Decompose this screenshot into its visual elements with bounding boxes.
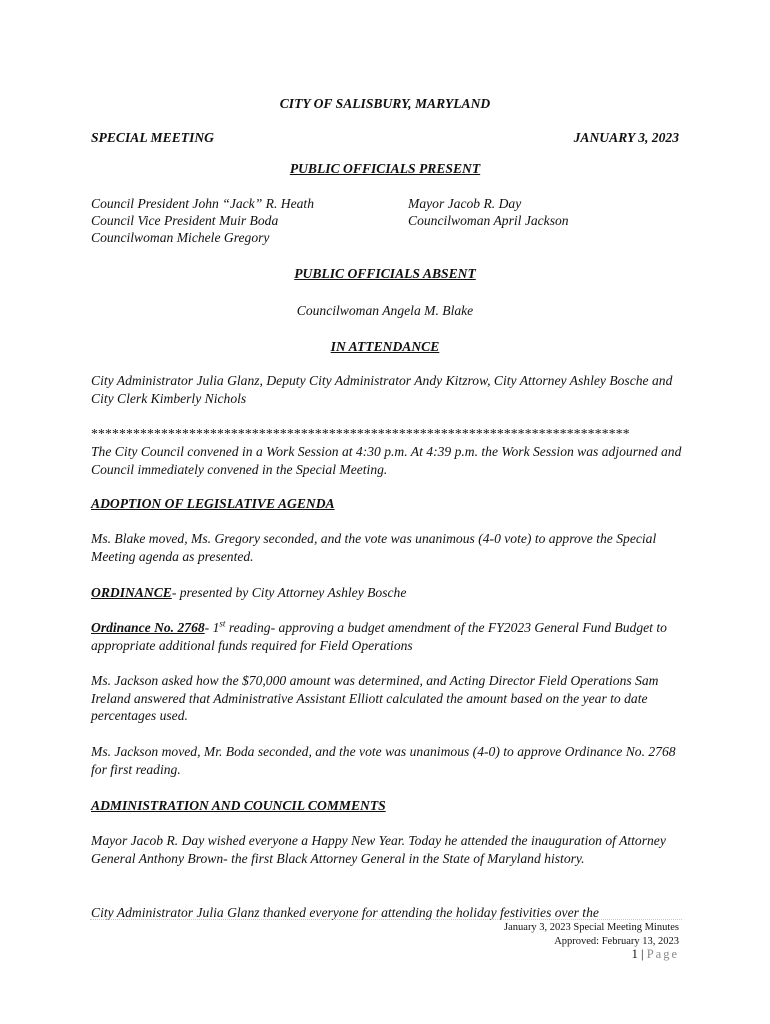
absent-heading: PUBLIC OFFICIALS ABSENT	[294, 266, 476, 281]
meeting-type: SPECIAL MEETING	[91, 130, 215, 145]
ordinance-presenter: - presented by City Attorney Ashley Bosche	[171, 585, 407, 600]
ordinance-description: reading- approving a budget amendment of the FY2023 General Fund Budget to appropriate additional funds required for Field Operations	[91, 620, 667, 653]
administrator-comment: City Administrator Julia Glanz thanked everyone for attending the holiday festivities over the	[91, 905, 599, 920]
agenda-text: Ms. Blake moved, Ms. Gregory seconded, and the vote was unanimous (4-0 vote) to approve the Special Meeting agenda as presented.	[91, 531, 657, 564]
attendance-text: City Administrator Julia Glanz, Deputy City Administrator Andy Kitzrow, City Attorney Ashley Bosche and City Clerk Kimberly Nichols	[91, 373, 673, 406]
ordinance-ordinal: st	[219, 618, 226, 629]
footer-minutes-title: January 3, 2023 Special Meeting Minutes	[504, 922, 679, 933]
ordinance-section-heading	[91, 584, 406, 602]
present-heading: PUBLIC OFFICIALS PRESENT	[289, 161, 481, 176]
page-number-value: 1	[631, 947, 638, 961]
separator: *****************************************************************************	[91, 426, 630, 441]
ordinance-heading: ORDINANCE	[91, 585, 172, 600]
footer-divider	[90, 919, 682, 920]
present-official: Council Vice President Muir Boda	[91, 213, 279, 228]
page-number	[632, 947, 679, 962]
present-official: Councilwoman April Jackson	[408, 213, 569, 228]
absent-official: Councilwoman Angela M. Blake	[296, 303, 474, 318]
footer-approved-date: Approved: February 13, 2023	[554, 936, 679, 947]
ordinance-discussion: Ms. Jackson asked how the $70,000 amount was determined, and Acting Director Field Operations Sam Ireland answered that Administrative Assistant Elliott calculated the amount based on the year to date percentages used.	[91, 673, 659, 723]
present-official: Councilwoman Michele Gregory	[91, 230, 270, 245]
ordinance-item	[91, 619, 683, 654]
agenda-heading: ADOPTION OF LEGISLATIVE AGENDA	[91, 496, 335, 511]
present-official: Mayor Jacob R. Day	[408, 196, 522, 211]
ordinance-number: Ordinance No. 2768	[91, 620, 205, 635]
city-title: CITY OF SALISBURY, MARYLAND	[279, 96, 491, 111]
meeting-date: JANUARY 3, 2023	[573, 130, 679, 145]
ordinance-reading-dash: - 1	[204, 620, 220, 635]
present-official: Council President John “Jack” R. Heath	[91, 196, 314, 211]
page-number-separator: |	[637, 947, 647, 961]
ordinance-vote: Ms. Jackson moved, Mr. Boda seconded, and the vote was unanimous (4-0) to approve Ordinance No. 2768 for first reading.	[91, 744, 676, 777]
page-label: Page	[646, 947, 679, 961]
convened-text: The City Council convened in a Work Session at 4:30 p.m. At 4:39 p.m. the Work Session was adjourned and Council immediately convened in the Special Meeting.	[91, 444, 682, 477]
comments-heading: ADMINISTRATION AND COUNCIL COMMENTS	[91, 798, 386, 813]
attendance-heading: IN ATTENDANCE	[330, 339, 440, 354]
mayor-comment: Mayor Jacob R. Day wished everyone a Happy New Year. Today he attended the inauguration of Attorney General Anthony Brown- the first Black Attorney General in the State of Maryland history.	[91, 833, 666, 866]
